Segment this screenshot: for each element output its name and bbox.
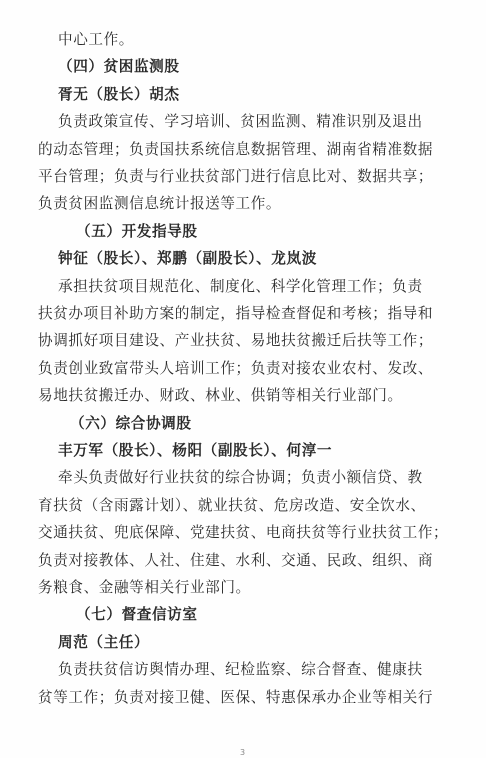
text-line: 负责扶贫信访舆情办理、纪检监察、综合督查、健康扶 bbox=[58, 661, 423, 679]
text-line: 负责政策宣传、学习培训、贫困监测、精准识别及退出 bbox=[58, 113, 423, 131]
text-line: 协调抓好项目建设、产业扶贫、易地扶贫搬迁后扶等工作； bbox=[38, 332, 434, 350]
text-line: 的动态管理；负责国扶系统信息数据管理、湖南省精准数据 bbox=[38, 140, 434, 158]
text-line: 负责创业致富带头人培训工作；负责对接农业农村、发改、 bbox=[38, 359, 434, 377]
text-line: 务粮食、金融等相关行业部门。 bbox=[38, 579, 251, 596]
text-line: 承担扶贫项目规范化、制度化、科学化管理工作；负责 bbox=[58, 277, 423, 295]
staff-names: 丰万军（股长）、杨阳（副股长）、何淳一 bbox=[58, 442, 333, 459]
text-line: 中心工作。 bbox=[58, 31, 134, 48]
staff-names: 钟征（股长）、郑鹏（副股长）、龙岚波 bbox=[58, 250, 317, 268]
text-line: 扶贫办项目补助方案的制定，指导检查督促和考核；指导和 bbox=[38, 305, 434, 322]
text-line: 负责贫困监测信息统计报送等工作。 bbox=[38, 195, 282, 213]
page-number: 3 bbox=[240, 748, 246, 757]
section-heading-coordination: （六）综合协调股 bbox=[70, 414, 192, 432]
staff-names: 周范（主任） bbox=[58, 633, 150, 651]
text-line: 贫等工作；负责对接卫健、医保、特惠保承办企业等相关行 bbox=[38, 688, 434, 706]
section-heading-supervision-petition: （七）督查信访室 bbox=[76, 606, 198, 624]
text-line: 平台管理；负责与行业扶贫部门进行信息比对、数据共享； bbox=[38, 168, 434, 185]
text-line: 交通扶贫、兜底保障、党建扶贫、电商扶贫等行业扶贫工作； bbox=[38, 524, 449, 542]
text-line: 育扶贫（含雨露计划）、就业扶贫、危房改造、安全饮水、 bbox=[38, 496, 426, 514]
text-line: 牵头负责做好行业扶贫的综合协调；负责小额信贷、教 bbox=[58, 469, 423, 487]
staff-names: 胥无（股长）胡杰 bbox=[58, 85, 180, 103]
section-heading-development-guidance: （五）开发指导股 bbox=[76, 222, 198, 240]
text-line: 易地扶贫搬迁办、财政、林业、供销等相关行业部门。 bbox=[38, 387, 403, 405]
section-heading-poverty-monitoring: （四）贫困监测股 bbox=[58, 58, 180, 76]
text-line: 负责对接教体、人社、住建、水利、交通、民政、组织、商 bbox=[38, 551, 434, 569]
